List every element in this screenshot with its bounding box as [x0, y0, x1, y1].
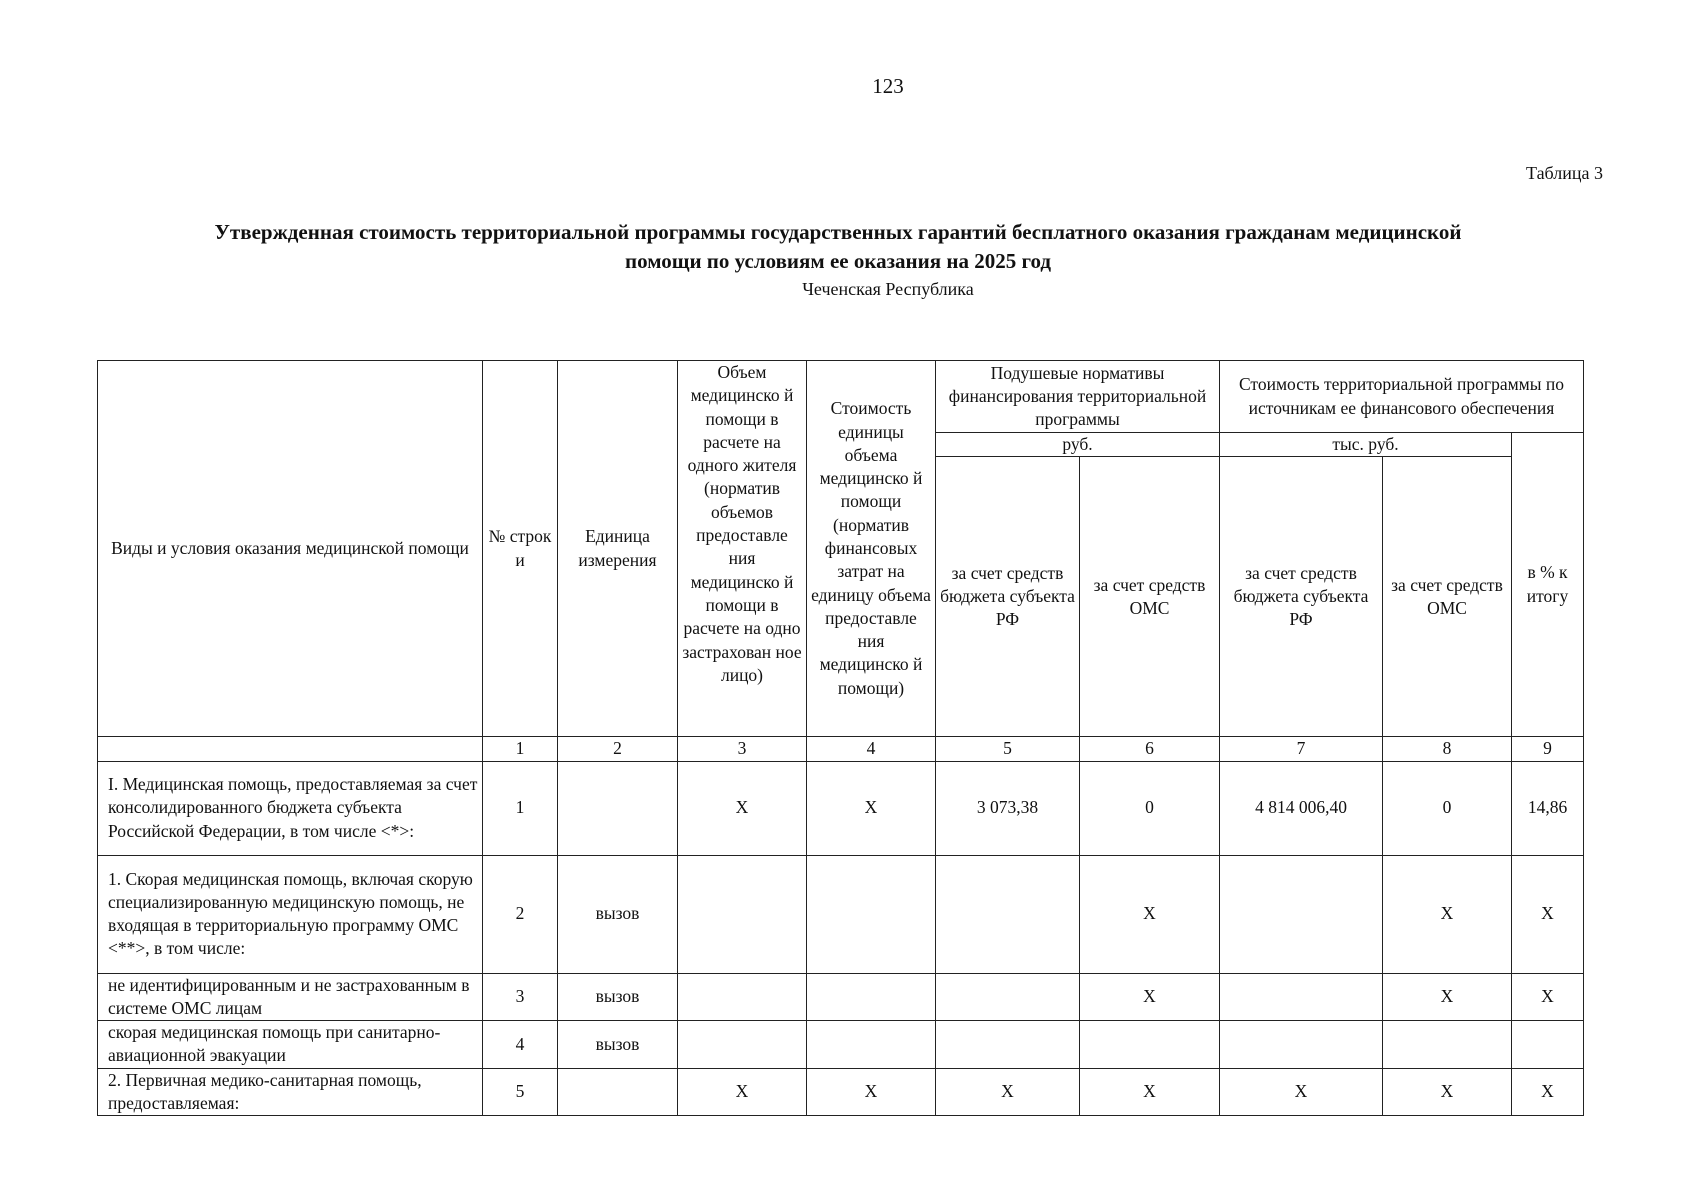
header-col8: за счет средств ОМС	[1383, 457, 1512, 737]
column-number: 1	[483, 737, 558, 761]
row-name: не идентифицированным и не застрахованным в системе ОМС лицам	[98, 973, 483, 1021]
row-line-number: 4	[483, 1021, 558, 1069]
title-line-2: помощи по условиям ее оказания на 2025 год	[625, 249, 1051, 273]
header-col5: за счет средств бюджета субъекта РФ	[936, 457, 1080, 737]
row-cell-6: X	[1080, 973, 1220, 1021]
row-unit: вызов	[558, 855, 678, 973]
document-subtitle: Чеченская Республика	[802, 279, 974, 299]
row-cell-6: X	[1080, 855, 1220, 973]
row-cell-7: X	[1220, 1068, 1383, 1116]
row-unit	[558, 761, 678, 855]
row-name: 2. Первичная медико-санитарная помощь, предоставляемая:	[98, 1068, 483, 1116]
header-per-capita-group: Подушевые нормативы финансирования территориальной программы	[936, 361, 1220, 433]
row-name: скорая медицинская помощь при санитарно-авиационной эвакуации	[98, 1021, 483, 1069]
row-unit: вызов	[558, 973, 678, 1021]
header-unit-thousand-rub: тыс. руб.	[1220, 433, 1512, 457]
header-col7: за счет средств бюджета субъекта РФ	[1220, 457, 1383, 737]
column-number-row	[98, 737, 1584, 761]
row-cell-6: 0	[1080, 761, 1220, 855]
row-cell-5	[936, 973, 1080, 1021]
title-line-1: Утвержденная стоимость территориальной программы государственных гарантий бесплатного оказания гражданам медицинской	[214, 220, 1462, 244]
row-cell-8: 0	[1383, 761, 1512, 855]
row-cell-9	[1512, 1021, 1584, 1069]
row-cell-5	[936, 1021, 1080, 1069]
row-cell-4	[807, 1021, 936, 1069]
document-title	[100, 218, 1576, 276]
row-cell-9: 14,86	[1512, 761, 1584, 855]
table-row	[98, 973, 1584, 1021]
row-line-number: 3	[483, 973, 558, 1021]
column-number: 8	[1383, 737, 1512, 761]
header-unit: Единица измерения	[558, 361, 678, 737]
row-cell-5: 3 073,38	[936, 761, 1080, 855]
row-name: 1. Скорая медицинская помощь, включая скорую специализированную медицинскую помощь, не входящая в территориальную программу ОМС <**>, в том числе:	[98, 855, 483, 973]
header-col9: в % к итогу	[1512, 433, 1584, 737]
row-cell-4: X	[807, 761, 936, 855]
row-cell-3: X	[678, 761, 807, 855]
column-number-empty	[98, 737, 483, 761]
row-cell-7	[1220, 1021, 1383, 1069]
cost-table	[97, 360, 1584, 1116]
row-unit: вызов	[558, 1021, 678, 1069]
row-cell-5: X	[936, 1068, 1080, 1116]
row-cell-7	[1220, 973, 1383, 1021]
row-cell-7: 4 814 006,40	[1220, 761, 1383, 855]
header-types: Виды и условия оказания медицинской помощи	[98, 361, 483, 737]
row-line-number: 5	[483, 1068, 558, 1116]
row-cell-8: X	[1383, 1068, 1512, 1116]
row-cell-6: X	[1080, 1068, 1220, 1116]
header-unit-rub: руб.	[936, 433, 1220, 457]
row-cell-3: X	[678, 1068, 807, 1116]
table-row	[98, 761, 1584, 855]
row-cell-3	[678, 973, 807, 1021]
column-number: 9	[1512, 737, 1584, 761]
table-row	[98, 1021, 1584, 1069]
column-number: 2	[558, 737, 678, 761]
row-cell-3	[678, 1021, 807, 1069]
header-row-number: № строк и	[483, 361, 558, 737]
column-number: 6	[1080, 737, 1220, 761]
header-unit-cost: Стоимость единицы объема медицинско й помощи (норматив финансовых затрат на единицу объема предоставле ния медицинско й помощи)	[807, 361, 936, 737]
row-cell-5	[936, 855, 1080, 973]
row-cell-8: X	[1383, 855, 1512, 973]
row-cell-8: X	[1383, 973, 1512, 1021]
row-cell-9: X	[1512, 1068, 1584, 1116]
row-cell-4	[807, 973, 936, 1021]
row-line-number: 1	[483, 761, 558, 855]
row-unit	[558, 1068, 678, 1116]
column-number: 7	[1220, 737, 1383, 761]
row-cell-4: X	[807, 1068, 936, 1116]
table-row	[98, 855, 1584, 973]
header-volume: Объем медицинско й помощи в расчете на одного жителя (норматив объемов предоставле ния медицинско й помощи в расчете на одно застрахован ное лицо)	[678, 361, 807, 737]
row-cell-9: X	[1512, 973, 1584, 1021]
column-number: 3	[678, 737, 807, 761]
row-cell-6	[1080, 1021, 1220, 1069]
row-cell-3	[678, 855, 807, 973]
header-cost-group: Стоимость территориальной программы по источникам ее финансового обеспечения	[1220, 361, 1584, 433]
row-cell-4	[807, 855, 936, 973]
row-name: I. Медицинская помощь, предоставляемая за счет консолидированного бюджета субъекта Российской Федерации, в том числе <*>:	[98, 761, 483, 855]
table-row	[98, 1068, 1584, 1116]
column-number: 4	[807, 737, 936, 761]
row-line-number: 2	[483, 855, 558, 973]
page-number: 123	[872, 74, 904, 98]
header-col6: за счет средств ОМС	[1080, 457, 1220, 737]
row-cell-8	[1383, 1021, 1512, 1069]
row-cell-7	[1220, 855, 1383, 973]
row-cell-9: X	[1512, 855, 1584, 973]
column-number: 5	[936, 737, 1080, 761]
table-label: Таблица 3	[1526, 163, 1603, 183]
